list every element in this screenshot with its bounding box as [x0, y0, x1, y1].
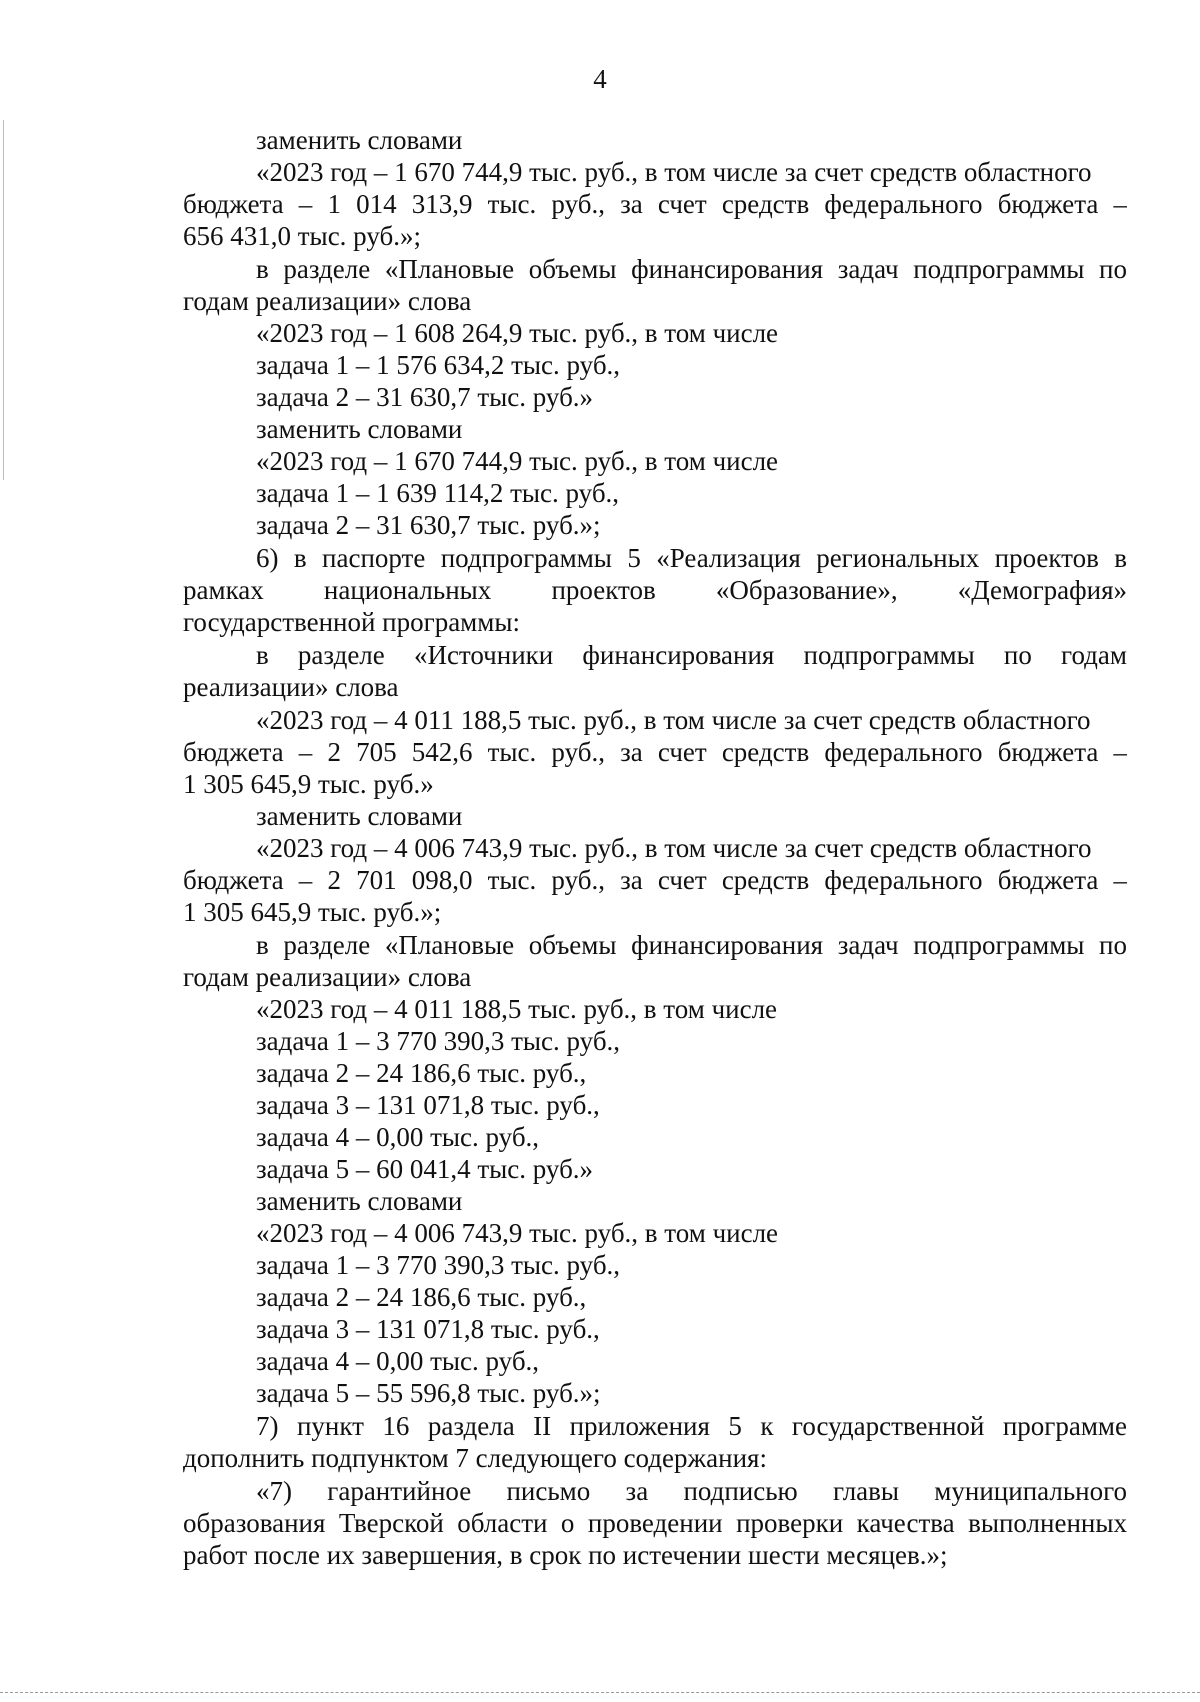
text-line: заменить словами: [256, 414, 463, 444]
text-line: заменить словами: [256, 801, 463, 831]
text-line: дополнить подпунктом 7 следующего содержания:: [183, 1443, 767, 1473]
text-line: задача 1 – 3 770 390,3 тыс. руб.,: [256, 1026, 621, 1056]
text-line: задача 1 – 1 576 634,2 тыс. руб.,: [256, 350, 621, 380]
document-body: [183, 124, 1127, 1571]
text-line: рамках национальных проектов «Образование», «Демография»: [183, 575, 1127, 605]
text-line: образования Тверской области о проведении проверки качества выполненных: [183, 1508, 1127, 1538]
text-line: в разделе «Плановые объемы финансирования задач подпрограммы по: [256, 254, 1127, 284]
text-line: 656 431,0 тыс. руб.»;: [183, 221, 421, 251]
text-line: задача 5 – 60 041,4 тыс. руб.»: [256, 1154, 594, 1184]
text-line: задача 2 – 31 630,7 тыс. руб.»: [256, 382, 594, 412]
text-line: в разделе «Источники финансирования подпрограммы по годам: [256, 640, 1127, 670]
text-line: задача 2 – 24 186,6 тыс. руб.,: [256, 1058, 587, 1088]
text-line: задача 5 – 55 596,8 тыс. руб.»;: [256, 1378, 601, 1408]
page-number: 4: [593, 64, 607, 94]
text-line: задача 3 – 131 071,8 тыс. руб.,: [256, 1314, 600, 1344]
text-line: задача 3 – 131 071,8 тыс. руб.,: [256, 1090, 600, 1120]
text-line: «2023 год – 1 670 744,9 тыс. руб., в том числе: [256, 446, 779, 476]
text-line: задача 4 – 0,00 тыс. руб.,: [256, 1346, 540, 1376]
text-line: задача 1 – 3 770 390,3 тыс. руб.,: [256, 1250, 621, 1280]
text-line: в разделе «Плановые объемы финансирования задач подпрограммы по: [256, 930, 1127, 960]
text-line: «7) гарантийное письмо за подписью главы муниципального: [256, 1476, 1127, 1506]
text-line: работ после их завершения, в срок по истечении шести месяцев.»;: [183, 1540, 948, 1570]
text-line: задача 1 – 1 639 114,2 тыс. руб.,: [256, 478, 620, 508]
text-line: «2023 год – 4 006 743,9 тыс. руб., в том числе за счет средств областного: [256, 833, 1092, 863]
text-line: 6) в паспорте подпрограммы 5 «Реализация региональных проектов в: [256, 543, 1127, 573]
text-line: задача 2 – 24 186,6 тыс. руб.,: [256, 1282, 587, 1312]
text-line: 7) пункт 16 раздела II приложения 5 к государственной программе: [256, 1411, 1127, 1441]
text-line: задача 4 – 0,00 тыс. руб.,: [256, 1122, 540, 1152]
text-line: «2023 год – 4 011 188,5 тыс. руб., в том числе: [256, 994, 778, 1024]
text-line: 1 305 645,9 тыс. руб.»: [183, 769, 434, 799]
scan-bottom-edge: [0, 1692, 1200, 1693]
text-line: годам реализации» слова: [183, 286, 472, 316]
text-line: «2023 год – 4 006 743,9 тыс. руб., в том числе: [256, 1218, 779, 1248]
text-line: бюджета – 2 701 098,0 тыс. руб., за счет средств федерального бюджета –: [183, 865, 1127, 895]
text-line: заменить словами: [256, 125, 463, 155]
text-line: «2023 год – 1 608 264,9 тыс. руб., в том числе: [256, 318, 779, 348]
text-line: «2023 год – 4 011 188,5 тыс. руб., в том числе за счет средств областного: [256, 705, 1091, 735]
text-line: реализации» слова: [183, 672, 399, 702]
text-line: задача 2 – 31 630,7 тыс. руб.»;: [256, 510, 601, 540]
text-line: заменить словами: [256, 1186, 463, 1216]
text-line: «2023 год – 1 670 744,9 тыс. руб., в том числе за счет средств областного: [256, 157, 1092, 187]
text-line: государственной программы:: [183, 607, 520, 637]
text-line: 1 305 645,9 тыс. руб.»;: [183, 897, 442, 927]
text-line: бюджета – 1 014 313,9 тыс. руб., за счет средств федерального бюджета –: [183, 189, 1127, 219]
scan-margin-rule: [3, 120, 4, 480]
text-line: бюджета – 2 705 542,6 тыс. руб., за счет средств федерального бюджета –: [183, 737, 1127, 767]
text-line: годам реализации» слова: [183, 962, 472, 992]
